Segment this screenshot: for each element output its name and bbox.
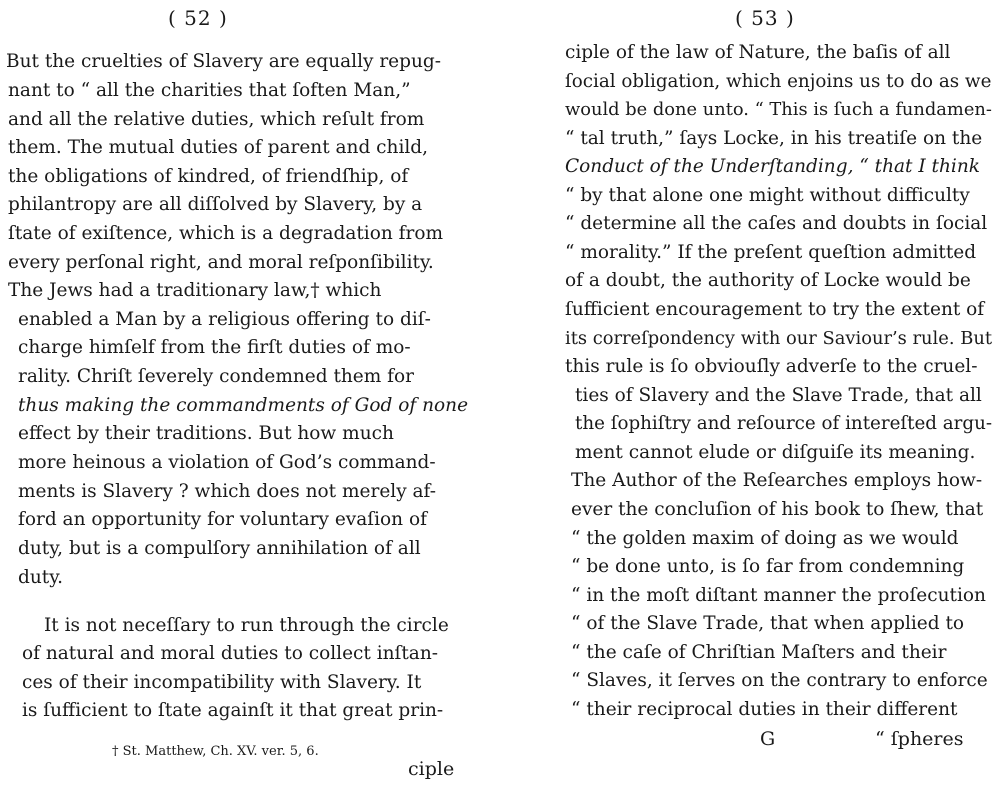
footnote: † St. Matthew, Ch. XV. ver. 5, 6. bbox=[112, 744, 319, 759]
text-line: is ſufficient to ſtate againſt it that great prin- bbox=[22, 700, 444, 721]
text-line: ment cannot elude or diſguiſe its meaning. bbox=[575, 442, 976, 463]
text-line: ſufficient encouragement to try the extent of bbox=[565, 299, 985, 320]
text-line: “ of the Slave Trade, that when applied to bbox=[571, 613, 965, 634]
text-line: “ morality.” If the preſent queſtion admitted bbox=[565, 242, 977, 263]
text-line: It is not neceſſary to run through the circle bbox=[44, 615, 449, 636]
text-line: “ Slaves, it ſerves on the contrary to enforce bbox=[571, 670, 988, 691]
text-line: “ tal truth,” ſays Locke, in his treatiſe on the bbox=[565, 128, 983, 149]
catchword-left: ciple bbox=[408, 758, 455, 780]
text-line: them. The mutual duties of parent and child, bbox=[8, 137, 429, 158]
text-line: charge himſelf from the firſt duties of mo- bbox=[18, 337, 411, 358]
text-line: this rule is ſo obviouſly adverſe to the cruel- bbox=[565, 356, 978, 377]
text-line: ments is Slavery ? which does not merely af- bbox=[18, 481, 436, 502]
text-line: The Jews had a traditionary law,† which bbox=[8, 280, 382, 301]
text-line: ſtate of exiſtence, which is a degradation from bbox=[8, 223, 444, 244]
text-line: The Author of the Reſearches employs how- bbox=[571, 470, 983, 491]
text-line: ever the concluſion of his book to ſhew, that bbox=[571, 499, 984, 520]
page-number-left: ( 52 ) bbox=[168, 6, 228, 30]
catchword-right: “ ſpheres bbox=[875, 728, 964, 750]
text-line: philantropy are all diſſolved by Slavery, by a bbox=[8, 194, 423, 215]
text-line: rality. Chriſt ſeverely condemned them for bbox=[18, 366, 415, 387]
text-line: enabled a Man by a religious offering to diſ- bbox=[18, 309, 431, 330]
right-page bbox=[505, 0, 1000, 790]
text-line: duty, but is a compulſory annihilation of all bbox=[18, 538, 421, 559]
text-line: of a doubt, the authority of Locke would be bbox=[565, 270, 971, 291]
text-line: “ in the moſt diſtant manner the proſecution bbox=[571, 585, 986, 606]
text-line: “ be done unto, is ſo far from condemning bbox=[571, 556, 965, 577]
signature-mark: G bbox=[760, 728, 776, 750]
text-line: the obligations of kindred, of friendſhip, of bbox=[8, 166, 409, 187]
text-line: “ the golden maxim of doing as we would bbox=[571, 528, 959, 549]
text-line: and all the relative duties, which reſult from bbox=[8, 109, 425, 130]
text-line: its correſpondency with our Saviour’s rule. But bbox=[565, 328, 992, 349]
text-line: duty. bbox=[18, 567, 64, 588]
text-line: effect by their traditions. But how much bbox=[18, 423, 394, 444]
text-line: would be done unto. “ This is ſuch a fundamen- bbox=[565, 99, 992, 120]
text-line: of natural and moral duties to collect inſtan- bbox=[22, 643, 438, 664]
text-line: ciple of the law of Nature, the baſis of all bbox=[565, 42, 951, 63]
text-line: ſocial obligation, which enjoins us to do as we bbox=[565, 71, 992, 92]
text-line: every perſonal right, and moral reſponſibility. bbox=[8, 252, 434, 273]
text-line: “ determine all the caſes and doubts in ſocial bbox=[565, 213, 988, 234]
text-line: Conduct of the Underſtanding, “ that I think bbox=[565, 156, 980, 177]
text-line: the ſophiſtry and reſource of intereſted argu- bbox=[575, 413, 993, 434]
text-line: thus making the commandments of God of none bbox=[18, 395, 469, 416]
text-line: ces of their incompatibility with Slavery. It bbox=[22, 672, 422, 693]
text-line: “ the caſe of Chriſtian Maſters and their bbox=[571, 642, 947, 663]
text-line: nant to “ all the charities that ſoften Man,” bbox=[8, 80, 411, 101]
text-line: more heinous a violation of God’s command- bbox=[18, 452, 436, 473]
text-line: “ by that alone one might without difficulty bbox=[565, 185, 970, 206]
text-line: “ their reciprocal duties in their different bbox=[571, 699, 958, 720]
page-number-right: ( 53 ) bbox=[735, 6, 795, 30]
left-page bbox=[0, 0, 490, 790]
text-line: But the cruelties of Slavery are equally repug- bbox=[6, 51, 441, 72]
text-line: ford an opportunity for voluntary evaſion of bbox=[18, 509, 427, 530]
text-line: ties of Slavery and the Slave Trade, that all bbox=[575, 385, 982, 406]
